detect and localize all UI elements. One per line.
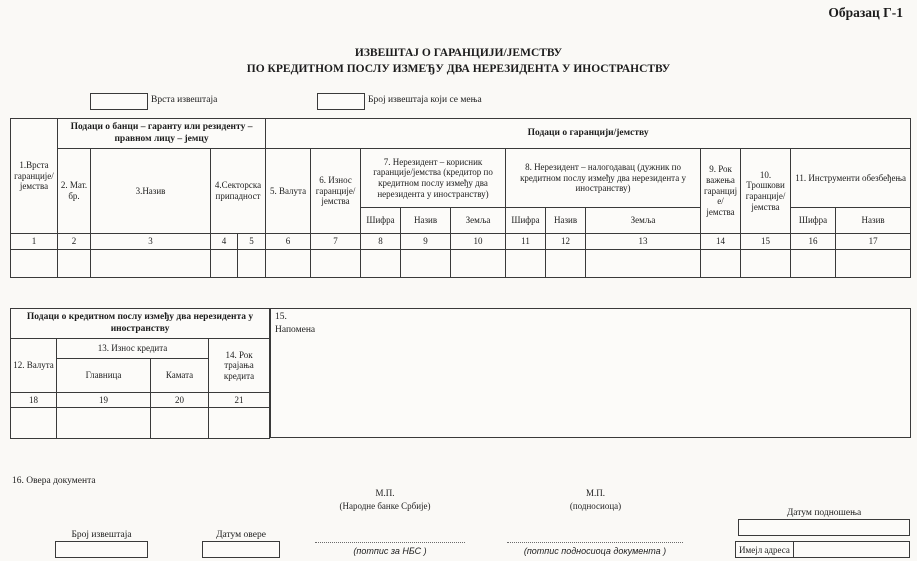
overa-dokumenta-label: 16. Овера документа: [12, 476, 96, 486]
datum-podnosenja-label: Датум подношења: [786, 508, 862, 518]
data-cell[interactable]: [506, 250, 546, 278]
column-number: 6: [266, 234, 311, 250]
group-header-credit: Подаци о кредитном послу између два нерезидента у иностранству: [11, 309, 270, 339]
napomena-box[interactable]: [270, 308, 911, 438]
column-number: 2: [58, 234, 91, 250]
data-cell[interactable]: [741, 250, 791, 278]
form-title-line1: ИЗВЕШТАЈ О ГАРАНЦИЈИ/ЈЕМСТВУ: [354, 47, 563, 59]
header-nerezident-nalogodavac: 8. Нерезидент – налогодавац (дужник по кредитном послу између два нерезидента у иностранству): [506, 149, 701, 208]
column-number: 5: [238, 234, 266, 250]
data-cell[interactable]: [401, 250, 451, 278]
header-valuta-kredita: 12. Валута: [11, 339, 57, 393]
column-number: 14: [701, 234, 741, 250]
data-cell[interactable]: [266, 250, 311, 278]
data-cell[interactable]: [211, 250, 238, 278]
report-type-label: Врста извештаја: [151, 95, 218, 105]
data-cell[interactable]: [58, 250, 91, 278]
subheader-sifra: Шифра: [791, 208, 836, 234]
column-number: 20: [151, 393, 209, 408]
guarantee-table: [10, 118, 911, 278]
column-number: 12: [546, 234, 586, 250]
data-cell[interactable]: [701, 250, 741, 278]
report-type-input[interactable]: [90, 93, 148, 110]
column-number: 13: [586, 234, 701, 250]
subheader-zemlja: Земља: [586, 208, 701, 234]
column-number: 15: [741, 234, 791, 250]
broj-izvestaja-label: Број извештаја: [71, 530, 132, 540]
header-mat-br: 2. Мат. бр.: [58, 149, 91, 234]
header-naziv: 3.Назив: [91, 149, 211, 234]
header-troskovi: 10. Трошкови гаранције/ јемства: [741, 149, 791, 234]
column-number: 17: [836, 234, 911, 250]
napomena-label: Напомена: [275, 324, 316, 335]
group-header-guarantee: Подаци о гаранцији/јемству: [266, 119, 911, 149]
data-cell[interactable]: [57, 408, 151, 439]
email-label: Имејл адреса: [736, 542, 794, 557]
data-cell[interactable]: [546, 250, 586, 278]
data-cell[interactable]: [91, 250, 211, 278]
napomena-number: 15.: [275, 312, 287, 322]
mp-podnosilac-sublabel: (подносиоца): [569, 501, 622, 512]
form-code: Образац Г-1: [828, 5, 903, 20]
subheader-zemlja: Земља: [451, 208, 506, 234]
amended-report-number-label: Број извештаја који се мења: [368, 95, 482, 105]
column-number: 3: [91, 234, 211, 250]
column-number: 11: [506, 234, 546, 250]
subheader-sifra: Шифра: [506, 208, 546, 234]
subheader-naziv: Назив: [401, 208, 451, 234]
data-cell[interactable]: [791, 250, 836, 278]
datum-overe-label: Датум овере: [216, 530, 266, 540]
form-title: [0, 46, 917, 77]
email-field[interactable]: [735, 541, 910, 558]
subheader-glavnica: Главница: [57, 359, 151, 393]
header-nerezident-korisnik: 7. Нерезидент – корисник гаранције/јемства (кредитор по кредитном послу између два нерезидента у иностранству): [361, 149, 506, 208]
column-number: 18: [11, 393, 57, 408]
mp-podnosilac-label: М.П.: [585, 488, 605, 498]
signature-caption-nbs: (потпис за НБС ): [353, 546, 427, 556]
subheader-naziv: Назив: [546, 208, 586, 234]
datum-overe-input[interactable]: [202, 541, 280, 558]
signature-line-nbs[interactable]: [315, 542, 465, 543]
datum-podnosenja-input[interactable]: [738, 519, 910, 536]
form-title-line2: ПО КРЕДИТНОМ ПОСЛУ ИЗМЕЂУ ДВА НЕРЕЗИДЕНТА У ИНОСТРАНСТВУ: [246, 62, 671, 75]
column-number: 16: [791, 234, 836, 250]
column-number: 7: [311, 234, 361, 250]
header-iznos-kredita: 13. Износ кредита: [57, 339, 209, 359]
header-vrsta-garancije: 1.Врста гаранције/ јемства: [11, 119, 58, 234]
mp-podnosilac-block: [533, 487, 658, 513]
subheader-sifra: Шифра: [361, 208, 401, 234]
column-number: 9: [401, 234, 451, 250]
broj-izvestaja-input[interactable]: [55, 541, 148, 558]
mp-nbs-sublabel: (Народне банке Србије): [339, 501, 431, 512]
mp-nbs-block: [325, 487, 445, 513]
data-cell[interactable]: [451, 250, 506, 278]
subheader-kamata: Камата: [151, 359, 209, 393]
header-rok-vazenja: 9. Рок важења гаранције/ јемства: [701, 149, 741, 234]
data-cell[interactable]: [151, 408, 209, 439]
header-rok-trajanja: 14. Рок трајања кредита: [209, 339, 270, 393]
data-cell[interactable]: [209, 408, 270, 439]
data-cell[interactable]: [11, 250, 58, 278]
column-number: 21: [209, 393, 270, 408]
header-iznos: 6. Износ гаранције/ јемства: [311, 149, 361, 234]
column-number: 8: [361, 234, 401, 250]
group-header-bank: Подаци о банци – гаранту или резиденту – правном лицу – јемцу: [58, 119, 266, 149]
column-number: 1: [11, 234, 58, 250]
header-valuta: 5. Валута: [266, 149, 311, 234]
column-number: 10: [451, 234, 506, 250]
signature-caption-podnosilac: (потпис подносиоца документа ): [523, 546, 667, 556]
data-cell[interactable]: [11, 408, 57, 439]
column-number: 19: [57, 393, 151, 408]
data-cell[interactable]: [586, 250, 701, 278]
signature-line-podnosilac[interactable]: [507, 542, 683, 543]
credit-table: [10, 308, 270, 439]
data-cell[interactable]: [836, 250, 911, 278]
mp-nbs-label: М.П.: [375, 488, 395, 498]
data-cell[interactable]: [361, 250, 401, 278]
column-number: 4: [211, 234, 238, 250]
data-cell[interactable]: [238, 250, 266, 278]
header-sektorska: 4.Секторска припадност: [211, 149, 266, 234]
data-cell[interactable]: [311, 250, 361, 278]
subheader-naziv: Назив: [836, 208, 911, 234]
amended-report-number-input[interactable]: [317, 93, 365, 110]
header-instrumenti: 11. Инструменти обезбеђења: [791, 149, 911, 208]
